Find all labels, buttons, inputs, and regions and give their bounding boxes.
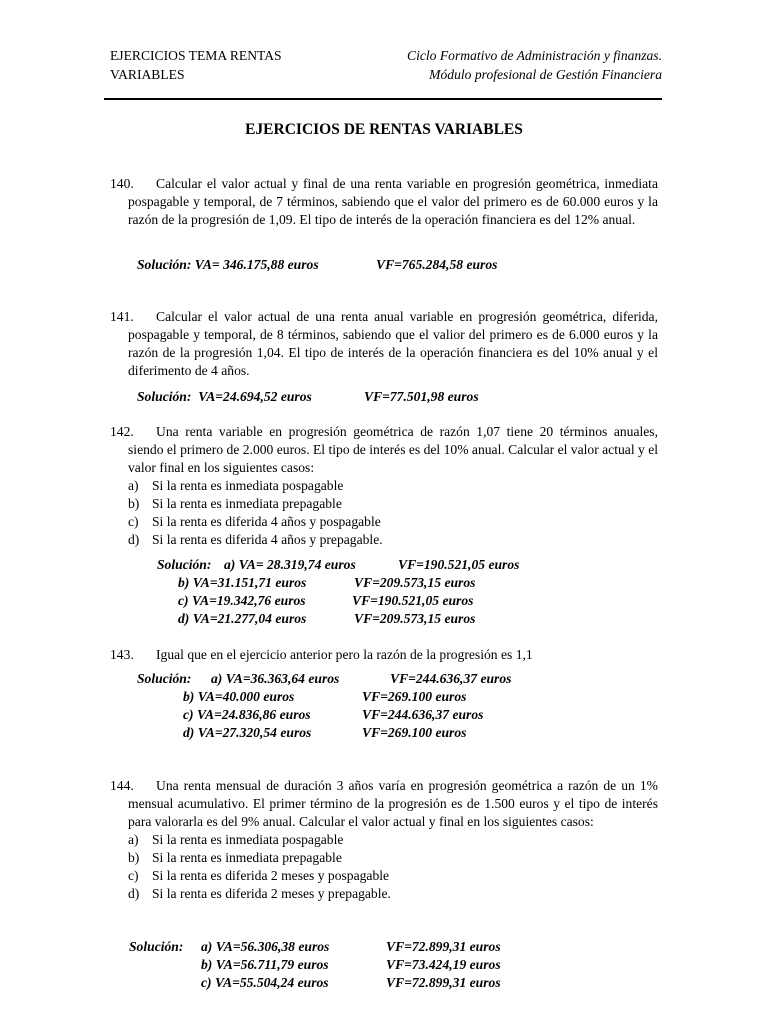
exercise-142 xyxy=(110,423,658,549)
exercise-number: 144. xyxy=(110,778,134,793)
header-divider xyxy=(104,98,662,100)
exercise-143-solution-va-a: a) VA=36.363,64 euros xyxy=(211,671,340,686)
exercise-number: 141. xyxy=(110,309,134,324)
exercise-143-solution-label xyxy=(137,670,191,688)
exercise-statement: 143. Igual que en el ejercicio anterior pero la razón de la progresión es 1,1 xyxy=(110,647,533,662)
list-item: b) Si la renta es inmediata prepagable xyxy=(128,496,342,511)
solution-va: VA=24.694,52 euros xyxy=(198,389,312,404)
solution-label: Solución: xyxy=(137,671,192,686)
exercise-number: 142. xyxy=(110,424,134,439)
case-list xyxy=(110,477,658,549)
exercise-143 xyxy=(110,646,658,664)
exercise-142-solution-vf-c: VF=190.521,05 euros xyxy=(352,593,474,608)
exercise-140 xyxy=(110,175,658,229)
exercise-142-solution-va-a: a) VA= 28.319,74 euros xyxy=(224,557,356,572)
exercise-144-solution-va-b: b) VA=56.711,79 euros xyxy=(201,957,329,972)
exercise-143-solution-vf-b: VF=269.100 euros xyxy=(362,689,467,704)
exercise-statement: 144. Una renta mensual de duración 3 años varía en progresión geométrica a razón de un 1% mensual acumulativo. El primer término de la progresión es de 1.500 euros y el tipo de interés para valorarla es del 9% anual. Calcular el valor actual y final en los siguientes casos: xyxy=(110,778,658,829)
solution-label: Solución: xyxy=(129,939,184,954)
header-topic-line2: VARIABLES xyxy=(110,67,185,82)
list-item: c) Si la renta es diferida 4 años y pospagable xyxy=(128,514,381,529)
exercise-140-solution-vf xyxy=(376,256,497,274)
exercise-143-solution-va-d: d) VA=27.320,54 euros xyxy=(183,725,312,740)
header-course-line2: Módulo profesional de Gestión Financiera xyxy=(429,67,662,82)
list-item: b) Si la renta es inmediata prepagable xyxy=(128,850,342,865)
exercise-141-solution xyxy=(137,388,312,406)
document-title: EJERCICIOS DE RENTAS VARIABLES xyxy=(245,121,523,138)
solution-vf: VF=77.501,98 euros xyxy=(364,389,479,404)
header-topic-line1: EJERCICIOS TEMA RENTAS xyxy=(110,48,282,63)
exercise-144-solution-va-c: c) VA=55.504,24 euros xyxy=(201,975,329,990)
exercise-143-solution-vf-a: VF=244.636,37 euros xyxy=(390,671,512,686)
exercise-144-solution-vf-a: VF=72.899,31 euros xyxy=(386,939,501,954)
header-left xyxy=(110,46,282,84)
header-course-line1: Ciclo Formativo de Administración y finanzas. xyxy=(407,48,662,63)
exercise-statement: 141. Calcular el valor actual de una renta anual variable en progresión geométrica, diferida, pospagable y temporal, de 8 términos, sabiendo que el valior del primero es de 6.000 euros y la razón de la progresión 1,04. El tipo de interés de la operación financiera es del 10% anual y el diferimento de 4 años. xyxy=(110,309,658,378)
exercise-142-solution-va-b: b) VA=31.151,71 euros xyxy=(178,575,307,590)
exercise-statement: 142. Una renta variable en progresión geométrica de razón 1,07 tiene 20 términos anuales, siendo el primero de 2.000 euros. El tipo de interés es del 10% anual. Calcular el valor actual y el valor final en los siguientes casos: xyxy=(110,424,658,475)
case-list xyxy=(110,831,658,903)
solution-label: Solución: xyxy=(137,389,192,404)
exercise-144-solution-va-a: a) VA=56.306,38 euros xyxy=(201,939,330,954)
solution-label: Solución: xyxy=(157,557,212,572)
header-right xyxy=(407,46,662,84)
exercise-142-solution-va-d: d) VA=21.277,04 euros xyxy=(178,611,307,626)
exercise-142-solution-va-c: c) VA=19.342,76 euros xyxy=(178,593,306,608)
exercise-144 xyxy=(110,777,658,903)
exercise-140-solution xyxy=(137,256,319,274)
exercise-144-solution-vf-c: VF=72.899,31 euros xyxy=(386,975,501,990)
exercise-142-solution-vf-d: VF=209.573,15 euros xyxy=(354,611,476,626)
exercise-144-solution-vf-b: VF=73.424,19 euros xyxy=(386,957,501,972)
exercise-143-solution-va-c: c) VA=24.836,86 euros xyxy=(183,707,311,722)
exercise-number: 143. xyxy=(110,647,134,662)
list-item: a) Si la renta es inmediata pospagable xyxy=(128,832,344,847)
exercise-number: 140. xyxy=(110,176,134,191)
exercise-144-solution-label xyxy=(129,938,183,956)
list-item: d) Si la renta es diferida 4 años y prepagable. xyxy=(128,532,383,547)
exercise-143-solution-va-b: b) VA=40.000 euros xyxy=(183,689,295,704)
list-item: a) Si la renta es inmediata pospagable xyxy=(128,478,344,493)
list-item: c) Si la renta es diferida 2 meses y pospagable xyxy=(128,868,390,883)
exercise-143-solution-vf-c: VF=244.636,37 euros xyxy=(362,707,484,722)
solution-vf: VF=765.284,58 euros xyxy=(376,257,498,272)
exercise-142-solution-vf-a: VF=190.521,05 euros xyxy=(398,557,520,572)
exercise-143-solution-vf-d: VF=269.100 euros xyxy=(362,725,467,740)
exercise-statement: 140. Calcular el valor actual y final de una renta variable en progresión geométrica, inmediata pospagable y temporal, de 7 términos, sabiendo que el valor del primero es de 60.000 euros y la razón de la progresión de 1,09. El tipo de interés de la operación financiera es del 12% anual. xyxy=(110,176,658,227)
solution-label: Solución: xyxy=(137,257,192,272)
exercise-141 xyxy=(110,308,658,380)
page-header xyxy=(110,46,662,86)
exercise-142-solution-vf-b: VF=209.573,15 euros xyxy=(354,575,476,590)
list-item: d) Si la renta es diferida 2 meses y prepagable. xyxy=(128,886,391,901)
exercise-141-solution-vf xyxy=(364,388,479,406)
exercise-142-solution-label xyxy=(157,556,211,574)
solution-va: VA= 346.175,88 euros xyxy=(194,257,319,272)
